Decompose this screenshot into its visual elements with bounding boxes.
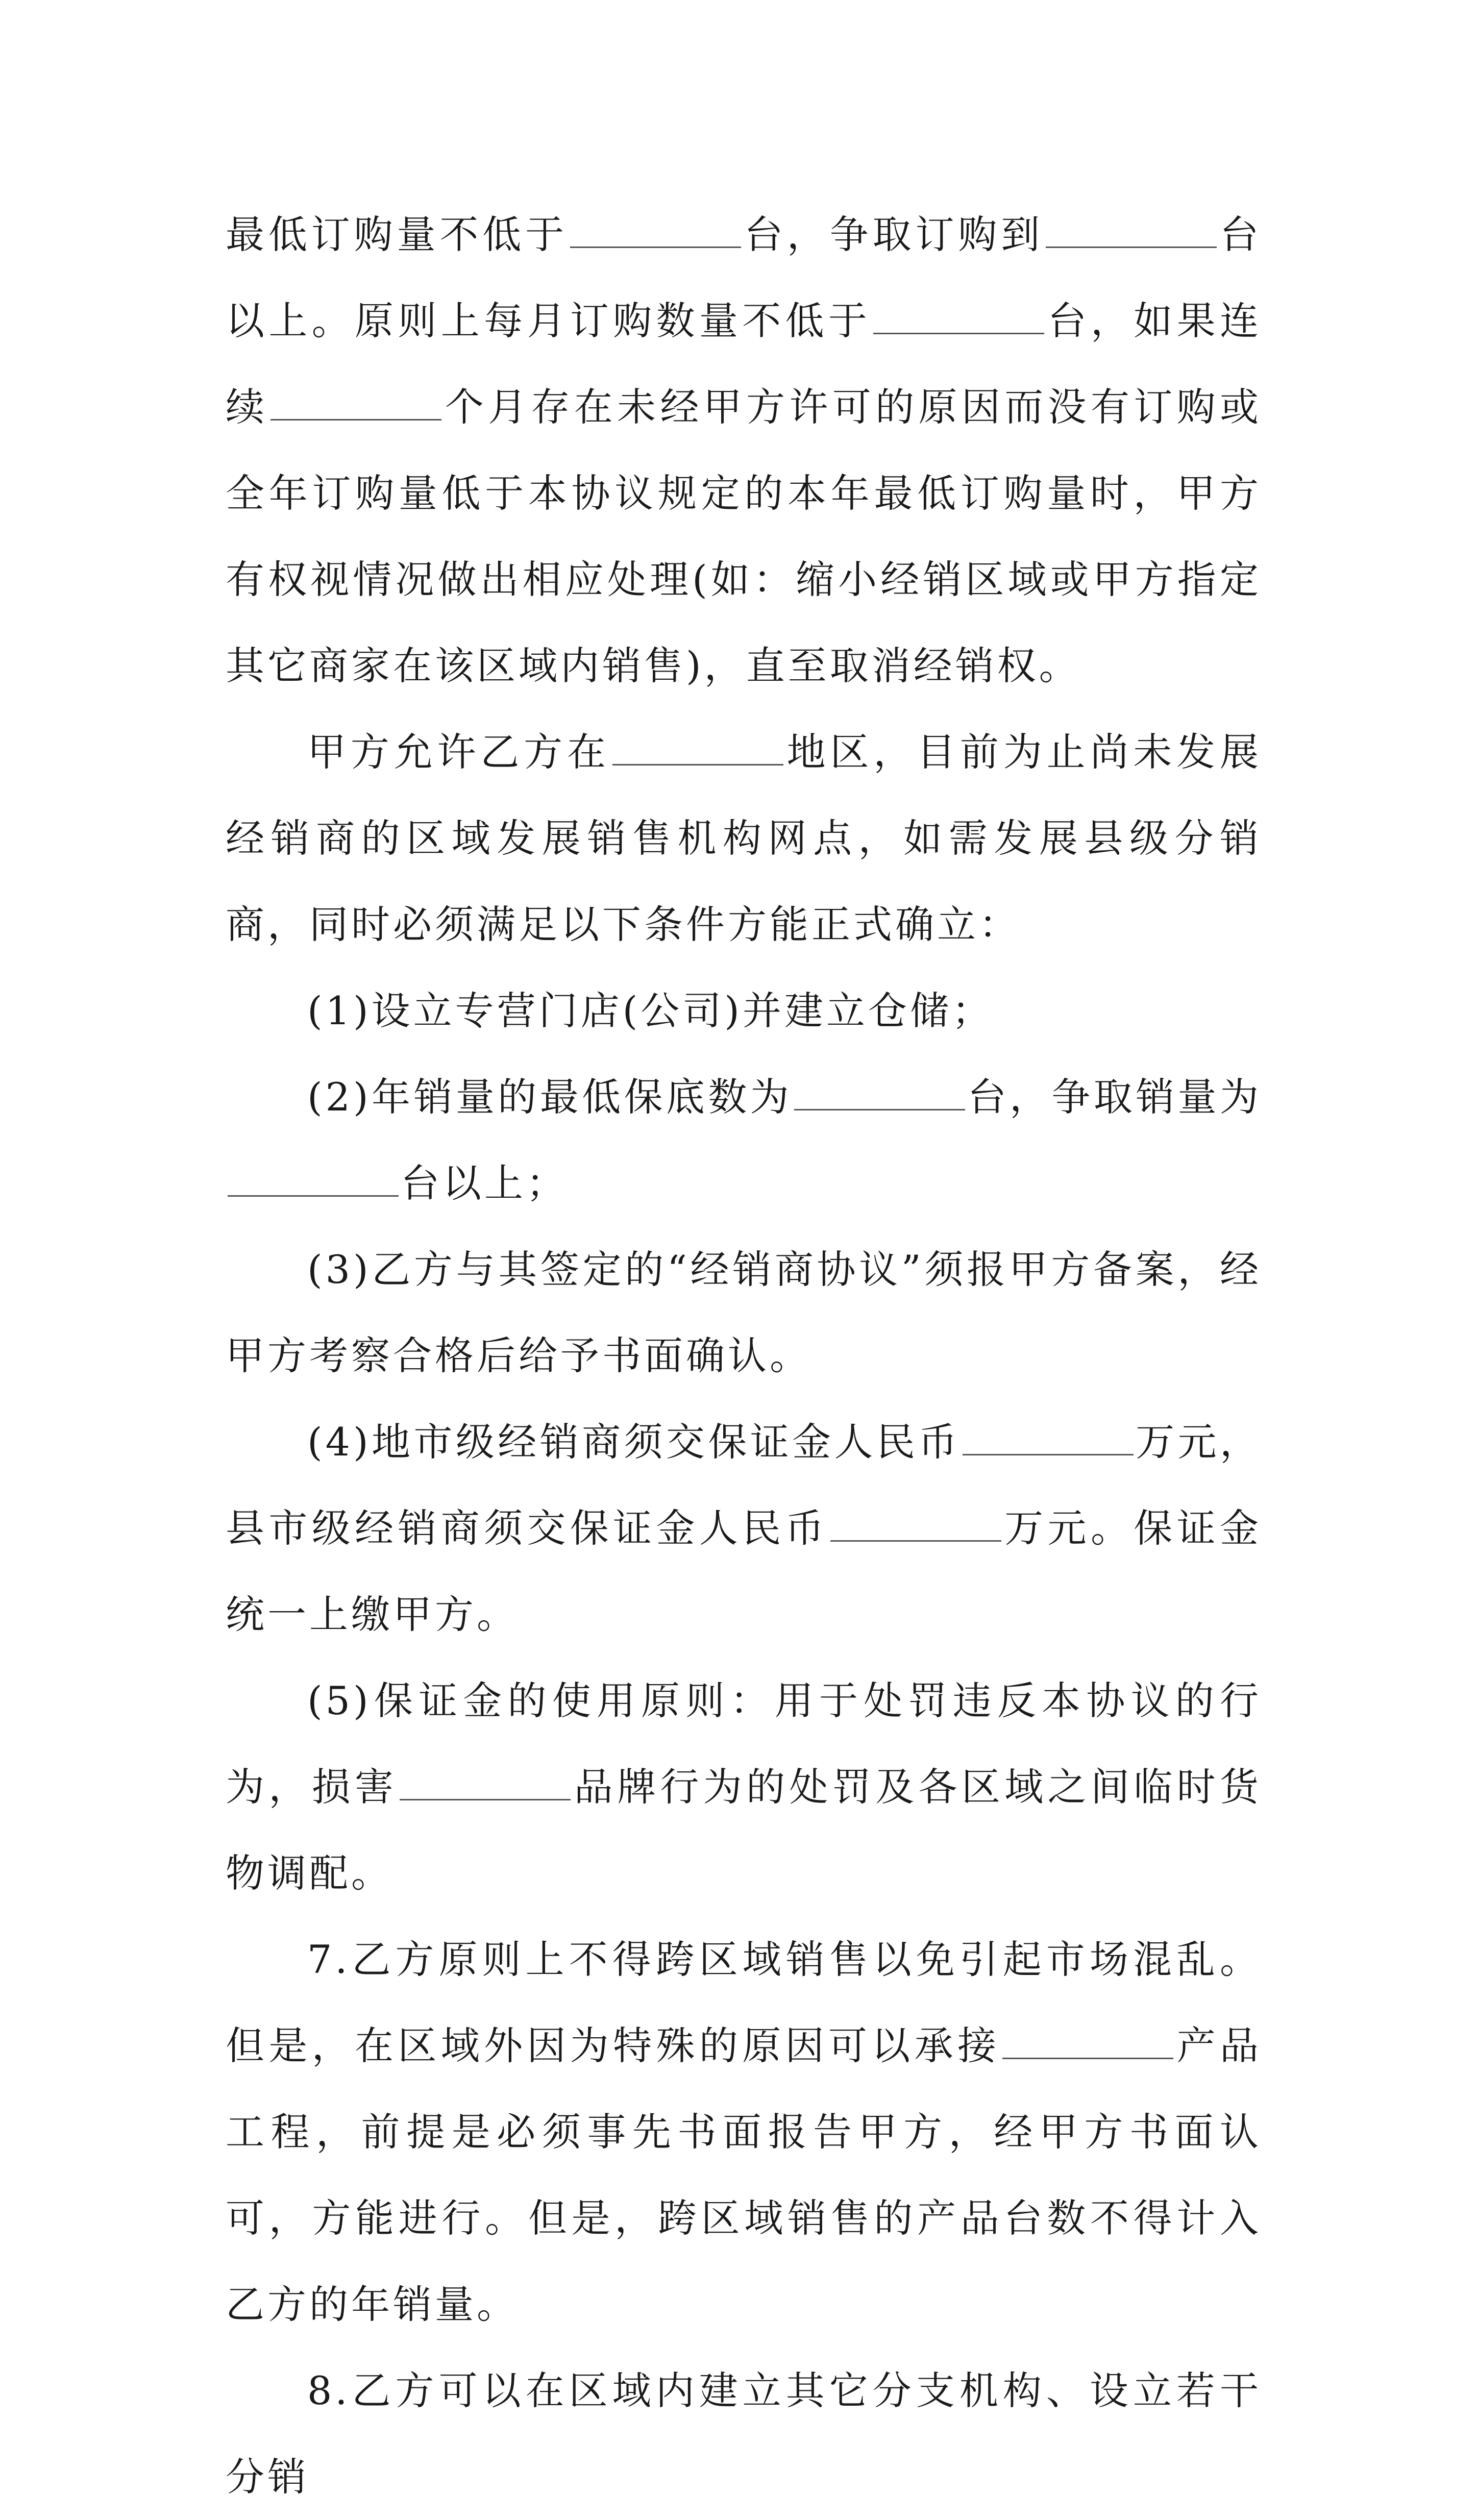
fill-blank (1002, 2056, 1173, 2059)
text-run: (2)年销量的最低保底数为 (307, 1074, 793, 1120)
text-run: 台，争取销量为 (967, 1074, 1262, 1120)
text-run: 7.乙方原则上不得跨区域销售以免引起市场混乱。但是，在区域外因为特殊的原因可以承接 (226, 1937, 1262, 2068)
paragraph-region-development (226, 709, 1262, 968)
text-run: (4)地市级经销商须交保证金人民币 (307, 1419, 961, 1465)
text-run: (1)设立专营门店(公司)并建立仓储； (307, 988, 994, 1033)
text-run: 8.乙方可以在区域内建立其它分支机构、设立若干分销 (226, 2368, 1262, 2500)
clause-8 (226, 2348, 1262, 2520)
condition-item-2 (226, 1054, 1262, 1226)
fill-blank (873, 331, 1044, 334)
clause-7 (226, 1916, 1262, 2348)
document-body (226, 191, 1262, 2520)
text-run: 台，争取订购到 (743, 212, 1044, 257)
paragraph-min-order (226, 191, 1262, 709)
text-run: 台，如果连续 (226, 298, 1262, 430)
text-run: 万元。保证金统一上缴甲方。 (226, 1505, 1262, 1637)
fill-blank (228, 1193, 399, 1197)
fill-blank (794, 1107, 965, 1110)
text-run: 产品工程，前提是必须事先书面报告甲方，经甲方书面认可，方能进行。但是，跨区域销售的产品台数不得计入乙方的年销量。 (226, 2023, 1262, 2327)
text-run: 地区，目前为止尚未发展经销商的区域发展销售机构网点，如需发展县级分销商，同时必须满足以下条件方能正式确立： (226, 729, 1262, 947)
fill-blank (612, 762, 783, 765)
text-run: (3)乙方与其签定的“经销商协议”须报甲方备案，经甲方考察合格后给予书面确认。 (226, 1247, 1262, 1378)
fill-blank (270, 417, 441, 421)
text-run: 台以上； (401, 1160, 568, 1206)
text-run: 品牌行为的处罚及各区域之间临时货物调配。 (226, 1764, 1262, 1896)
text-run: 甲方允许乙方在 (307, 729, 610, 775)
condition-item-5 (226, 1658, 1262, 1916)
fill-blank (570, 244, 741, 248)
fill-blank (1046, 244, 1217, 248)
fill-blank (830, 1538, 1001, 1542)
condition-item-1 (226, 968, 1262, 1054)
text-run: 个月存在未经甲方许可的原因而没有订购或全年订购量低于本协议规定的本年最低订购量时，甲方有权视情况做出相应处理(如：缩小经销区域或甲方指定其它商家在该区域内销售)，直至取消经销权。 (226, 384, 1262, 688)
fill-blank (963, 1452, 1134, 1455)
text-run: 万元，县市级经销商须交保证金人民币 (226, 1419, 1262, 1551)
condition-item-3 (226, 1226, 1262, 1399)
text-run: 最低订购量不低于 (226, 212, 569, 257)
condition-item-4 (226, 1399, 1262, 1658)
text-run: (5)保证金的使用原则：用于处罚违反本协议的行为，损害 (226, 1678, 1262, 1810)
fill-blank (400, 1797, 571, 1800)
text-run: 台以上。原则上每月订购数量不低于 (226, 212, 1262, 343)
